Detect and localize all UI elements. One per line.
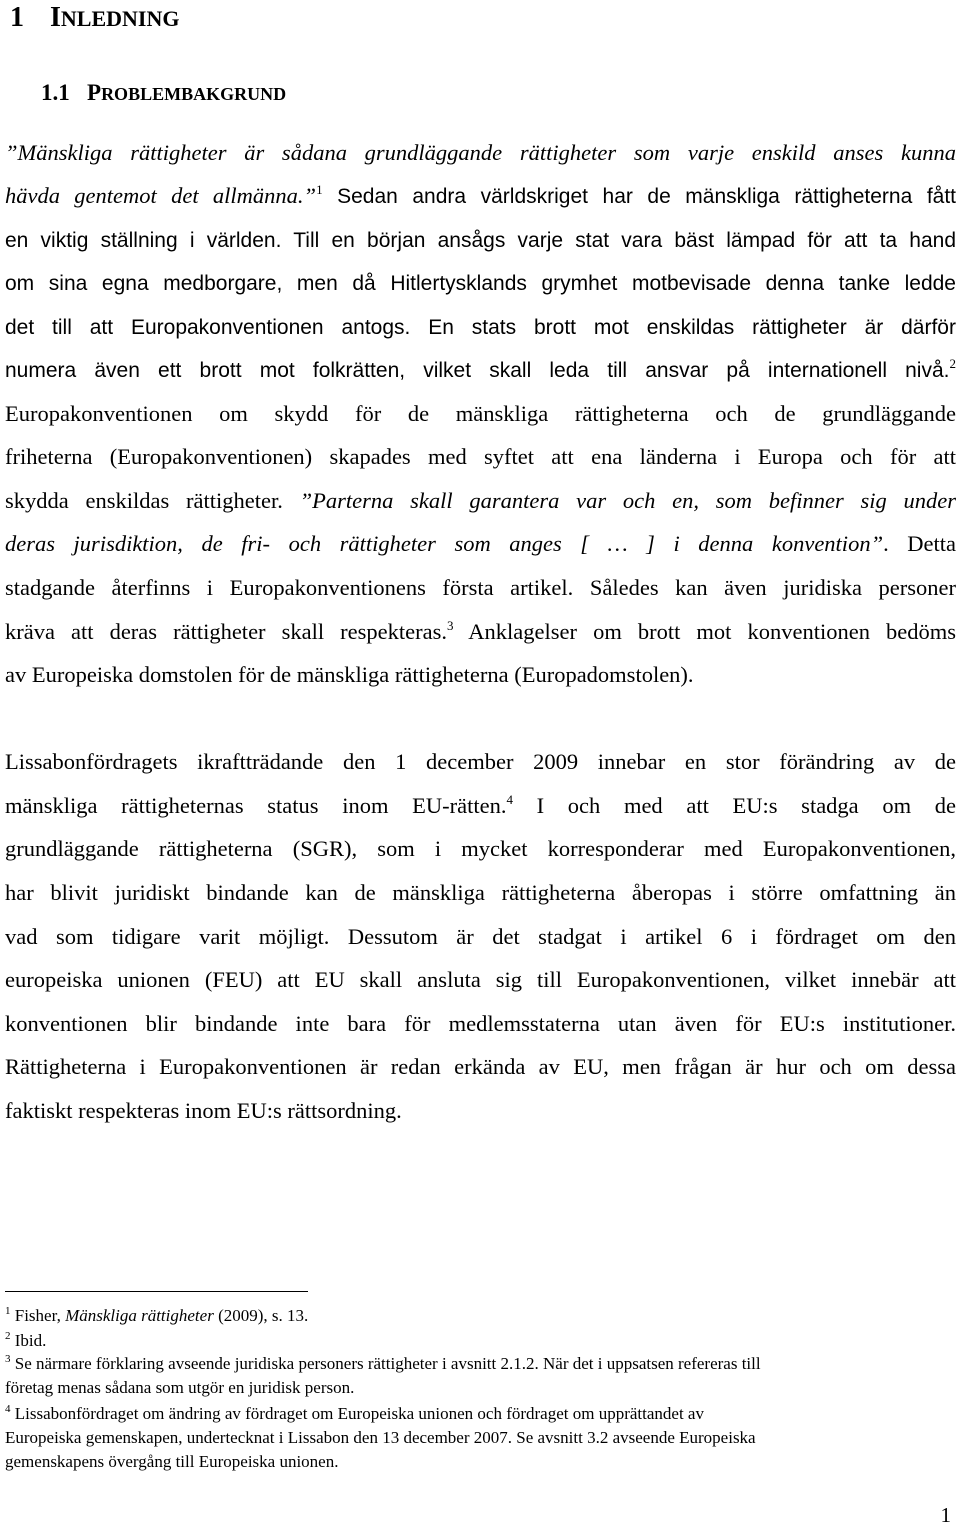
- text-line: om sina egna medborgare, men då Hitlertysklands grymhet motbevisade denna tanke ledde: [5, 272, 956, 295]
- text-line: ”Mänskliga rättigheter är sådana grundläggande rättigheter som varje enskild anses kunna: [5, 140, 956, 165]
- chapter-title-rest: NLEDNING: [60, 6, 180, 31]
- footnote-4: $^4$ Lissabonfördraget om ändring av fördraget om Europeiska unionen och fördraget om upprättandet av: [5, 1403, 704, 1423]
- text-line: friheterna (Europakonventionen) skapades med syftet att ena länderna i Europa och för att: [5, 444, 956, 469]
- footnote-3-continued: företag menas sådana som utgör en juridisk person.: [5, 1378, 355, 1397]
- text-line: har blivit juridiskt bindande kan de mänskliga rättigheterna åberopas i större omfattning än: [5, 880, 956, 905]
- text-line: stadgande återfinns i Europakonventionens första artikel. Således kan även juridiska personer: [5, 575, 956, 600]
- text-line: en viktig ställning i världen. Till en början ansågs varje stat vara bäst lämpad för att ta hand: [5, 229, 956, 252]
- chapter-title-initial: I: [50, 2, 61, 33]
- footnote-ref[interactable]: 3: [446, 618, 454, 633]
- text-line: faktiskt respekteras inom EU:s rättsordning.: [5, 1098, 402, 1123]
- text-line: skydda enskildas rättigheter. ”Parterna skall garantera var och en, som befinner sig under: [5, 488, 956, 513]
- text-line: kräva att deras rättigheter skall respekteras.$^3$ Anklagelser om brott mot konventionen bedöms: [5, 618, 957, 644]
- footnote-ref[interactable]: 4: [506, 792, 513, 807]
- chapter-heading: [10, 2, 179, 34]
- text-line: numera även ett brott mot folkrätten, vilket skall leda till ansvar på internationell nivå.$^2$: [5, 356, 956, 382]
- page-number: 1: [940, 1503, 951, 1527]
- section-title-rest: ROBLEMBAKGRUND: [101, 84, 287, 104]
- text-line: grundläggande rättigheterna (SGR), som i mycket korresponderar med Europakonventionen,: [5, 836, 956, 861]
- text-line: konventionen blir bindande inte bara för medlemsstaterna utan även för EU:s institutioner.: [5, 1011, 956, 1036]
- section-number: 1.1: [41, 80, 70, 105]
- text-line: hävda gentemot det allmänna.”$^1$ Sedan andra världskriget har de mänskliga rättigheterna fått: [5, 182, 957, 208]
- text-line: det till att Europakonventionen antogs. En stats brott mot enskildas rättigheter är därför: [5, 316, 956, 339]
- footnote-ref[interactable]: 1: [316, 182, 323, 197]
- text-line: av Europeiska domstolen för de mänskliga rättigheterna (Europadomstolen).: [5, 662, 694, 687]
- text-line: Europakonventionen om skydd för de mänskliga rättigheterna och de grundläggande: [5, 401, 956, 426]
- chapter-number: 1: [10, 2, 24, 33]
- text-line: vad som tidigare varit möjligt. Dessutom är det stadgat i artikel 6 i fördraget om den: [5, 924, 956, 949]
- text-line: Rättigheterna i Europakonventionen är redan erkända av EU, men frågan är hur och om dessa: [5, 1054, 956, 1079]
- section-title-initial: P: [87, 80, 102, 105]
- text-line: europeiska unionen (FEU) att EU skall ansluta sig till Europakonventionen, vilket innebär att: [5, 967, 956, 992]
- footnote-ref[interactable]: 2: [949, 356, 956, 371]
- section-heading: [41, 80, 286, 106]
- footnote-2: $^2$ Ibid.: [5, 1330, 47, 1350]
- footnote-1: $^1$ Fisher, Mänskliga rättigheter (2009), s. 13.: [5, 1305, 309, 1325]
- text-line: Lissabonfördragets ikraftträdande den 1 december 2009 innebar en stor förändring av de: [5, 749, 956, 774]
- text-line: mänskliga rättigheternas status inom EU-rätten.$^4$ I och med att EU:s stadga om de: [5, 792, 956, 818]
- footnote-separator: [5, 1291, 308, 1292]
- text-line: deras jurisdiktion, de fri- och rättigheter som anges [ … ] i denna konvention”. Detta: [5, 531, 956, 556]
- footnote-4-continued: Europeiska gemenskapen, undertecknat i Lissabon den 13 december 2007. Se avsnitt 3.2 avseende Europeiska: [5, 1428, 756, 1447]
- footnote-3: $^3$ Se närmare förklaring avseende juridiska personers rättigheter i avsnitt 2.1.2. När det i uppsatsen refereras till: [5, 1353, 761, 1373]
- footnote-4-continued: gemenskapens övergång till Europeiska unionen.: [5, 1452, 339, 1471]
